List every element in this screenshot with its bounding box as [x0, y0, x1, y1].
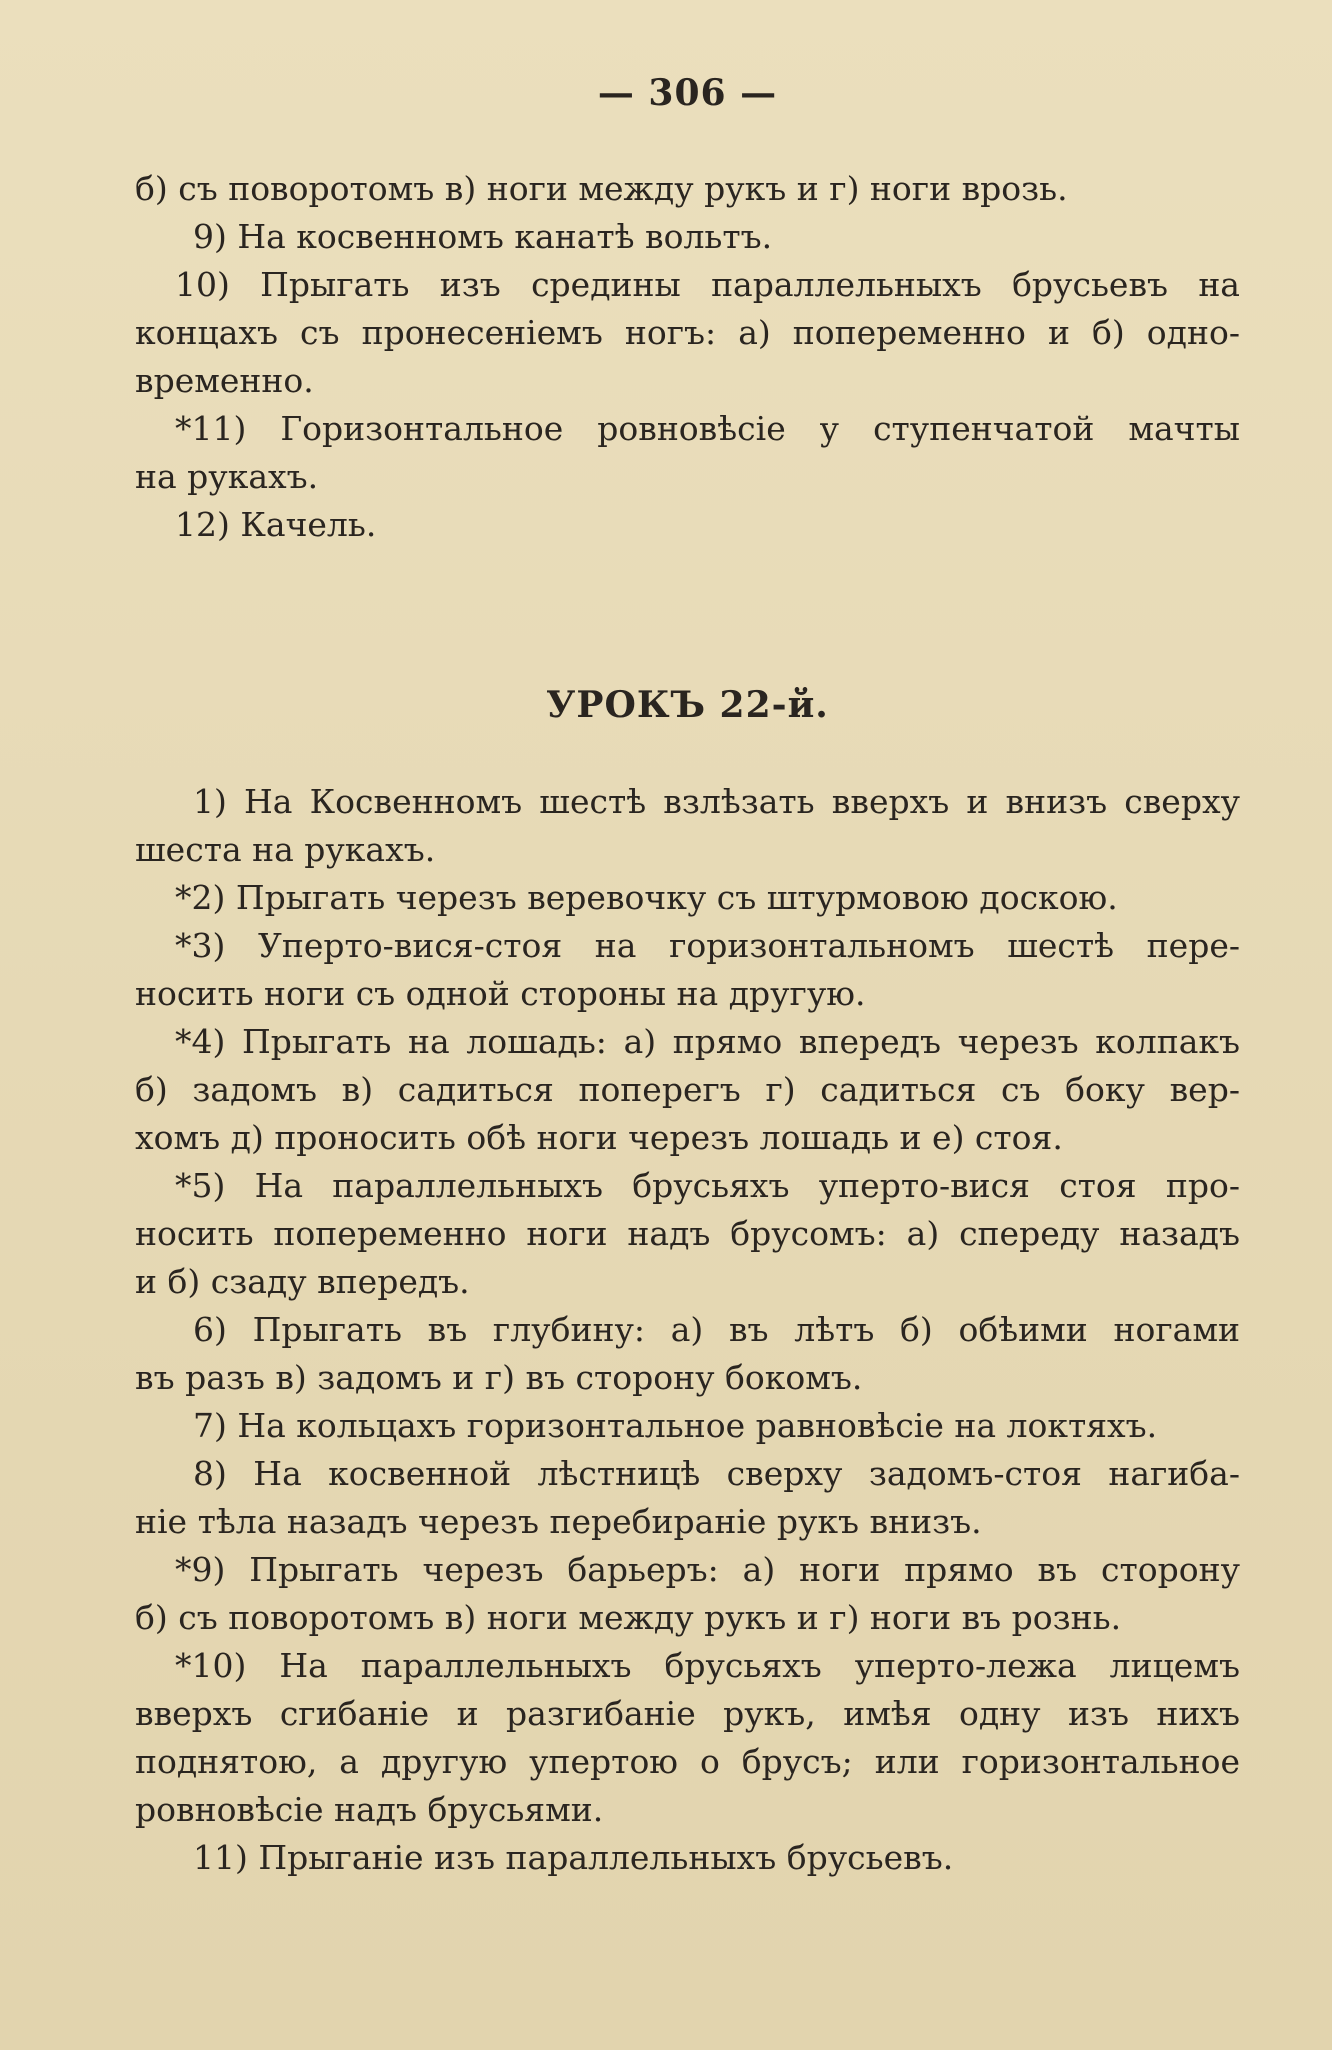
text-line: *11) Горизонтальное ровновѣсіе у ступенчатой мачты: [175, 409, 1240, 448]
text-line: *3) Уперто-вися-стоя на горизонтальномъ шестѣ пере-: [175, 926, 1240, 965]
text-line: *9) Прыгать черезъ барьеръ: а) ноги прямо въ сторону: [175, 1550, 1240, 1589]
text-line: 1) На Косвенномъ шестѣ взлѣзать вверхъ и внизъ сверху: [193, 782, 1240, 821]
text-line: хомъ д) проносить обѣ ноги черезъ лошадь и е) стоя.: [135, 1118, 1063, 1157]
text-line: б) съ поворотомъ в) ноги между рукъ и г) ноги въ рознь.: [135, 1598, 1122, 1637]
exercise-list-top: [135, 165, 1240, 549]
text-line: ровновѣсіе надъ брусьями.: [135, 1790, 604, 1829]
text-line: *10) На параллельныхъ брусьяхъ уперто-лежа лицемъ: [175, 1646, 1240, 1685]
text-line: 6) Прыгать въ глубину: а) въ лѣтъ б) обѣими ногами: [193, 1310, 1240, 1349]
text-line: носить ноги съ одной стороны на другую.: [135, 974, 866, 1013]
text-line: поднятою, а другую упертою о брусъ; или горизонтальное: [135, 1742, 1240, 1781]
text-line: 9) На косвенномъ канатѣ вольтъ.: [193, 217, 773, 256]
text-line: б) съ поворотомъ в) ноги между рукъ и г) ноги врозь.: [135, 169, 1068, 208]
text-line: б) задомъ в) садиться поперегъ г) садиться съ боку вер-: [135, 1070, 1240, 1109]
text-line: 12) Качель.: [175, 505, 377, 544]
text-line: носить попеременно ноги надъ брусомъ: а) спереду назадъ: [135, 1214, 1240, 1253]
text-line: *4) Прыгать на лошадь: а) прямо впередъ черезъ колпакъ: [175, 1022, 1240, 1061]
lesson-heading: УРОКЪ 22-й.: [546, 684, 829, 726]
text-line: и б) сзаду впередъ.: [135, 1262, 470, 1301]
text-line: 7) На кольцахъ горизонтальное равновѣсіе на локтяхъ.: [193, 1406, 1158, 1445]
text-line: на рукахъ.: [135, 457, 319, 496]
text-line: *5) На параллельныхъ брусьяхъ уперто-вися стоя про-: [175, 1166, 1240, 1205]
text-line: 10) Прыгать изъ средины параллельныхъ брусьевъ на: [175, 265, 1240, 304]
text-line: временно.: [135, 361, 314, 400]
text-line: 8) На косвенной лѣстницѣ сверху задомъ-стоя нагиба-: [193, 1454, 1240, 1493]
page-number: — 306 —: [597, 72, 778, 114]
text-line: концахъ съ пронесеніемъ ногъ: а) попеременно и б) одно-: [135, 313, 1240, 352]
text-line: шеста на рукахъ.: [135, 830, 436, 869]
exercise-list-lesson-22: [135, 778, 1240, 1882]
text-line: 11) Прыганіе изъ параллельныхъ брусьевъ.: [193, 1838, 954, 1877]
text-line: *2) Прыгать черезъ веревочку съ штурмовою доскою.: [175, 878, 1118, 917]
text-line: ніе тѣла назадъ черезъ перебираніе рукъ внизъ.: [135, 1502, 982, 1541]
text-line: вверхъ сгибаніе и разгибаніе рукъ, имѣя одну изъ нихъ: [135, 1694, 1240, 1733]
text-line: въ разъ в) задомъ и г) въ сторону бокомъ.: [135, 1358, 863, 1397]
